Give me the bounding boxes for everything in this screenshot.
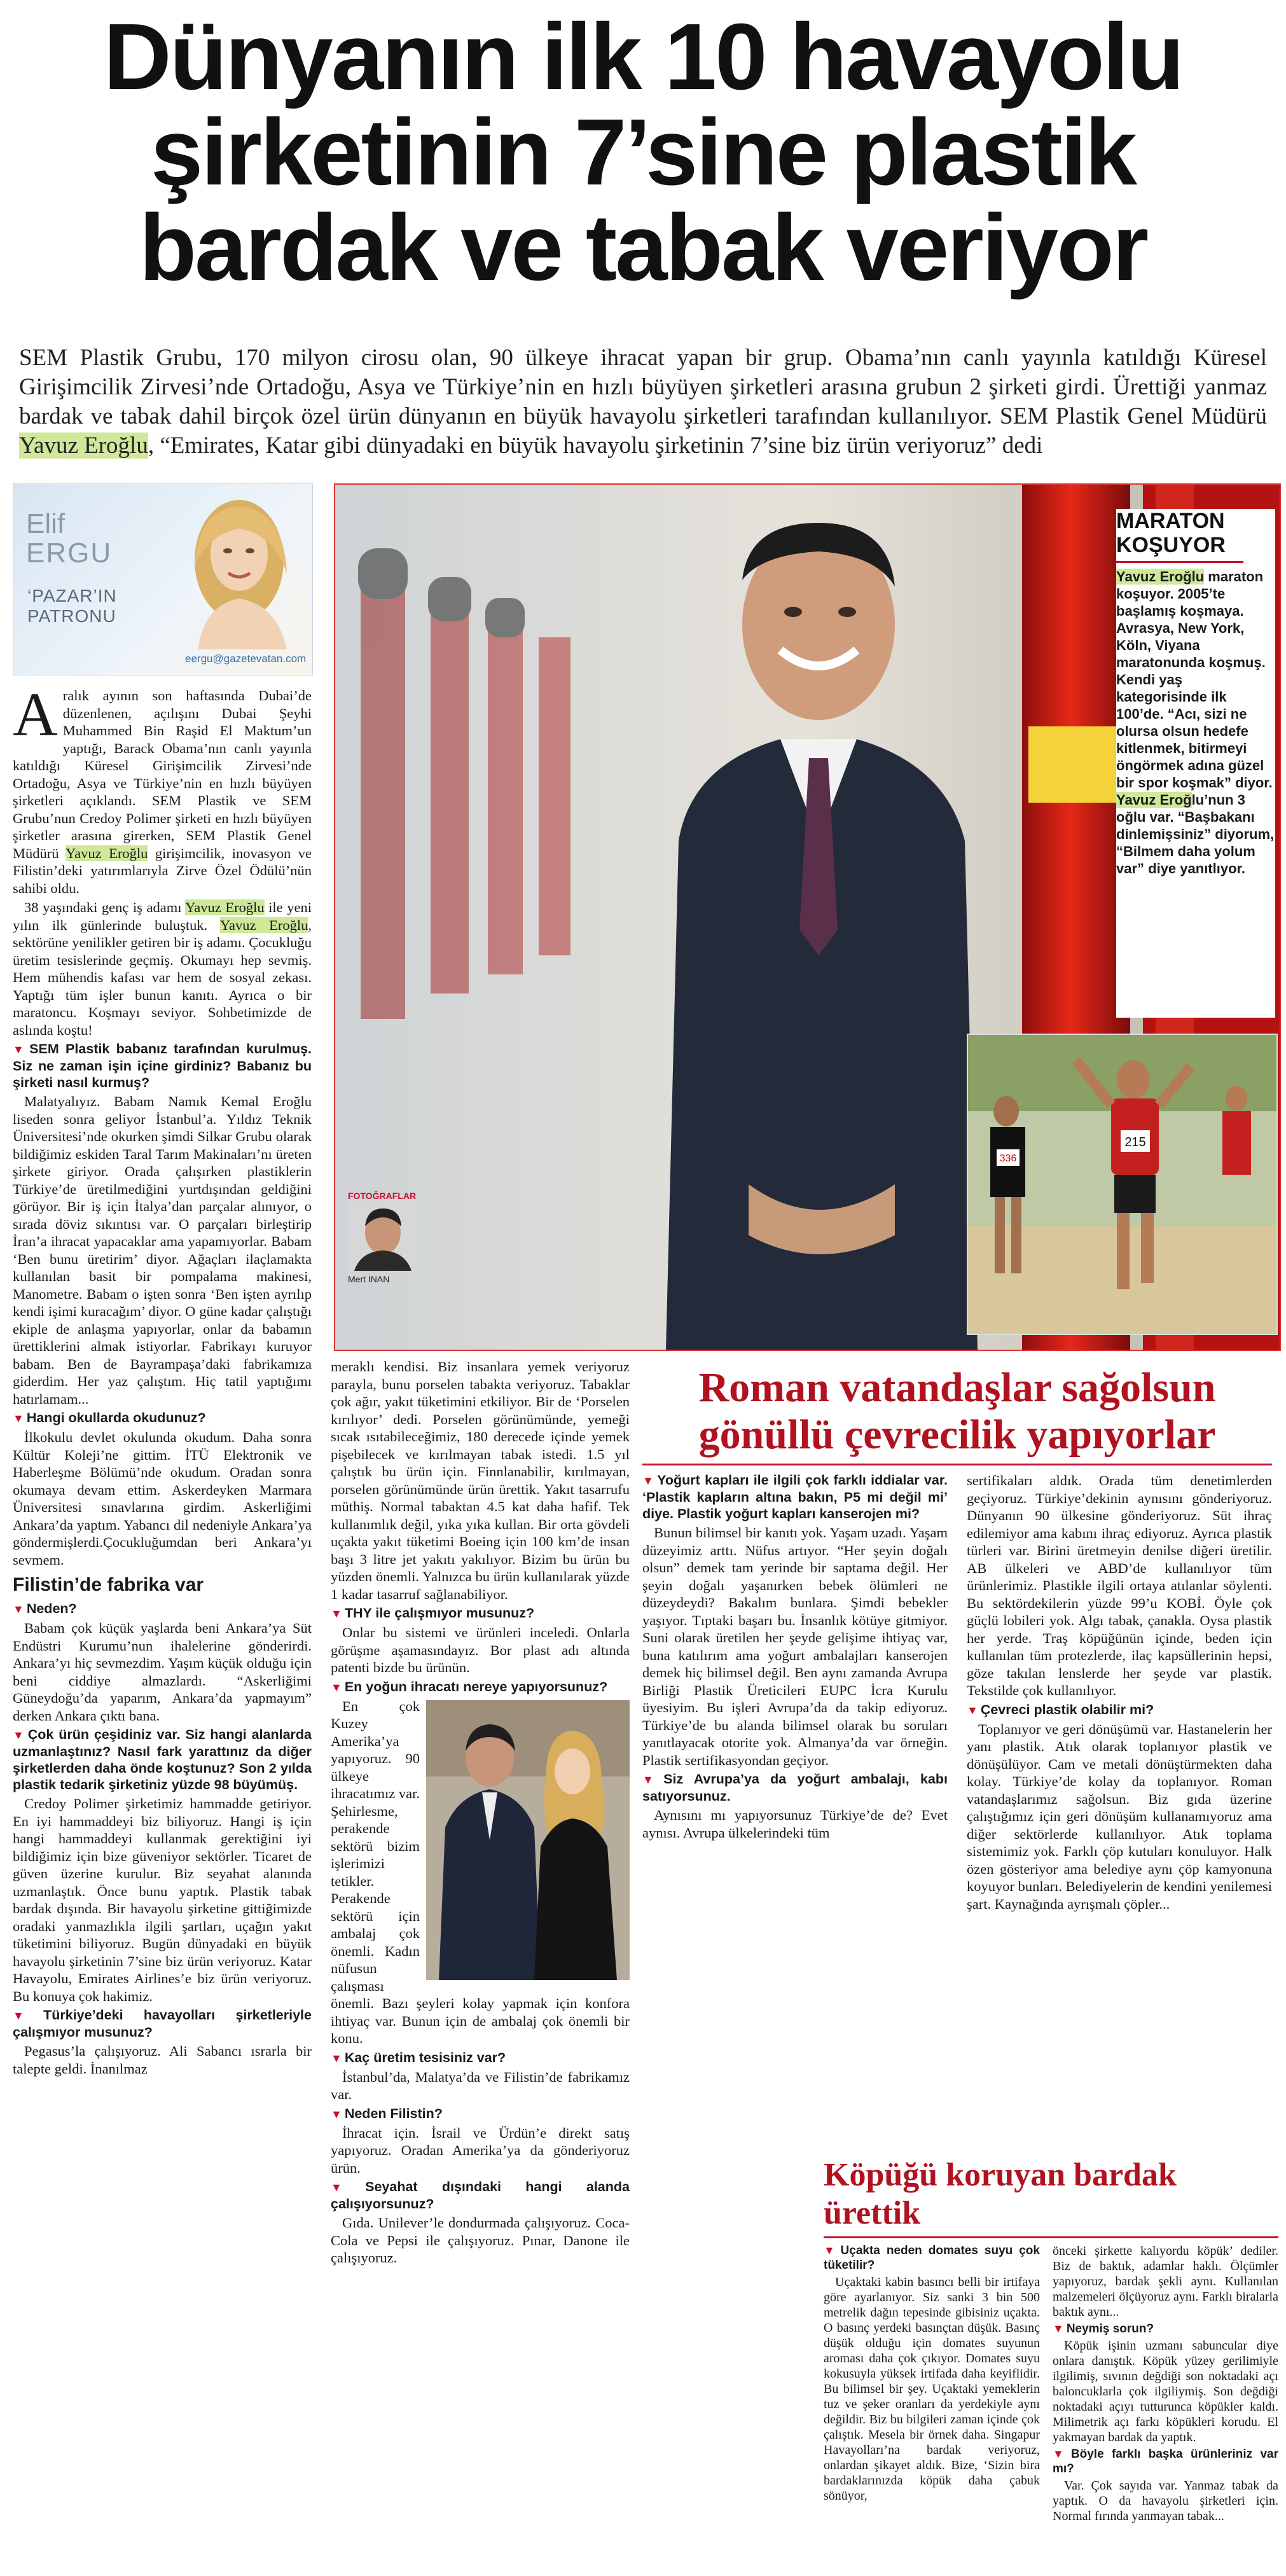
kopuk-columns (824, 2243, 1278, 2526)
roman-divider (642, 1464, 1272, 1465)
photo-credit (348, 1191, 443, 1284)
maraton-title-1: MARATON (1116, 509, 1225, 533)
maraton-text (1116, 568, 1275, 877)
headline-line-1: Dünyanın ilk 10 havayolu (103, 4, 1183, 109)
intro-text-2: , “Emirates, Katar gibi dünyadaki en büyük havayolu şirketinin 7’sine biz ürün veriyoruz” dedi (148, 433, 1043, 459)
kopuk-column-right (1053, 2243, 1278, 2526)
roman-title-1: Roman vatandaşlar sağolsun (698, 1364, 1216, 1411)
intro-paragraph (19, 343, 1267, 460)
col1-p2-b: ile yeni yılın ilk günlerinde buluştuk. (13, 899, 312, 933)
kopuk-divider (824, 2236, 1278, 2238)
intro-text-1: SEM Plastik Grubu, 170 milyon cirosu olan, 90 ülkeye ihracat yapan bir grup. Obama’nın canlı yayınla katıldığı Küresel Girişimcilik Zirvesi’nde Ortadoğu, Asya ve Türkiye’nin en hızlı büyüyen şirketleri arasına grubun 2 şirketi girdi. Ürettiği yanmaz bardak ve tabak dahil birçok özel ürün dünyanın en büyük havayolu şirketleri tarafından kullanılıyor. SEM Plastik Genel Müdürü (19, 345, 1267, 429)
kopuk-title: Köpüğü koruyan bardak ürettik (824, 2157, 1177, 2231)
roman-section (642, 1364, 1272, 1915)
pazar-label (27, 586, 117, 627)
headline (13, 4, 1273, 300)
duo-photo (426, 1700, 630, 1980)
columnist-box (13, 483, 313, 675)
roman-question-2: ▼ Siz Avrupa’ya da yoğurt ambalajı, kabı satıyorsunuz. (642, 1771, 948, 1804)
runner-photo (967, 1034, 1278, 1335)
headline-line-2: şirketinin 7’sine plastik (150, 100, 1136, 205)
col2-question-2: ▼ En yoğun ihracatı nereye yapıyorsunuz? (331, 1679, 608, 1694)
col1-question-4: ▼ Çok ürün çeşidiniz var. Siz hangi alanlarda uzmanlaştınız? Nasıl fark yarattınız da diğer şirketlerden daha önde koştunuz? Son 2 yılda plastik tedarik şirketiniz yüzde 98 büyümüş. (13, 1727, 312, 1792)
columnist-last-name: ERGU (26, 537, 113, 569)
maraton-name-1: Yavuz Eroğlu (1116, 569, 1205, 585)
columnist-name (26, 509, 112, 568)
photo-credit-name: Mert İNAN (348, 1274, 390, 1284)
kopuk-column-left (824, 2243, 1040, 2526)
maraton-name-2: Yavuz Eroğ (1116, 792, 1192, 808)
dropcap: A (13, 681, 58, 749)
col1-answer-5: Pegasus’la çalışıyoruz. Ali Sabancı ısrarla bir talepte geldi. İnanılmaz (13, 2043, 312, 2077)
kopuk-answer-2: Köpük işinin uzmanı sabuncular diye onlara danıştık. Köpük yüzey gerilimiyle ilgilimiş, sıvının değdiği son noktadaki açı baloncuklarla çok ilgiliymiş. Son değdiği noktadaki açıyı tutturunca köpükler kaldı. Milimetrik açı farkı köpükleri korudu. El yakmayan bardak da yaptık. (1053, 2339, 1278, 2444)
kopuk-answer-3: Var. Çok sayıda var. Yanmaz tabak da yaptık. O da havayolu şirketleri için. Normal fırında yanmayan tabak... (1053, 2479, 1278, 2523)
col1-answer-2: İlkokulu devlet okulunda okudum. Daha sonra Kültür Koleji’ne gittim. İTÜ Elektronik ve Haberleşme Bölümü’nde okudum. Oradan sonra okumaya devam ettim. Askerdeyken Marmara Üniversitesi sınavlarına girdim. Askerliğimi Ankara’da yaptım. Yabancı dil nedeniyle Ankara’ya göndermişlerdi.Çocukluğumdan beri Ankara’yı sevmem. (13, 1429, 312, 1568)
kopuk-question-1: ▼ Uçakta neden domates suyu çok tüketilir? (824, 2244, 1040, 2272)
roman-answer-2: Aynısını mı yapıyorsunuz Türkiye’de de? Evet aynısı. Avrupa ülkelerindeki tüm (642, 1807, 948, 1841)
roman-answer-3: Toplanıyor ve geri dönüşümü var. Hastanelerin her yanı plastik. Atık olarak toplanıyor plastik ve dönüşülüyor. Cam ve metali dönüştürmekten daha kolay. Türkiye’de kolay da toplanıyor. Roman vatandaşlarımız sağolsun. Biz gıda üzerine çalıştığımız için geri dönüşüm kullanamıyoruz ama diğer sektörlerde kullanılıyor. Atık toplama sistemimiz yok. Farklı çöp kutuları konuluyor. Halk özen gösteriyor ama belediye aynı çöp kamyonuna koyuyor bunları. Belediyelerin de kendini yenilemesi şart. Kaynağında ayrışmalı çöpler... (967, 1721, 1272, 1912)
kopuk-answer-1: Uçaktaki kabin basıncı belli bir irtifaya göre ayarlanıyor. Siz sanki 3 bin 500 metrelik dağın tepesinde gibisiniz uçakta. O basınç yerdeki basınçtan düşük. Basınç düşük olduğu için domates suyunun aroması daha çok çıkıyor. Domates suyu kokusuyla yüksek irtifada daha keyiflidir. Bu bilimsel bir şey. Uçaktaki yemeklerin tuz ve şeker oranları da yerdekiyle aynı değildir. Biz bu bilgileri zaman içinde çok çalıştık. Mesela bir örnek daha. Singapur Havayolları’na bardak veriyoruz, onlardan şikayet aldık. Bize, ‘Sizin bira bardaklarınızda köpük daha çabuk sönüyor, (824, 2275, 1040, 2503)
intro-highlight-name: Yavuz Eroğlu (19, 433, 148, 459)
col1-question-2: ▼ Hangi okullarda okudunuz? (13, 1410, 206, 1425)
bib-number-2: 215 (1124, 1135, 1146, 1149)
roman-title-2: gönüllü çevrecilik yapıyorlar (698, 1411, 1216, 1458)
col1-p1-name: Yavuz Eroğlu (66, 845, 148, 861)
maraton-text-2: lu’nun 3 oğlu var. “Başbakanı dinlemişsiniz” diyorum, “Bilmem daha yolum var” diye yanıtlıyor. (1116, 792, 1275, 876)
roman-question-3: ▼ Çevreci plastik olabilir mi? (967, 1701, 1154, 1717)
col1-p2-a: 38 yaşındaki genç iş adamı (24, 899, 186, 915)
roman-columns (642, 1472, 1272, 1915)
pazar-label-line-1: ‘PAZAR’IN (27, 586, 117, 606)
col2-question-1: ▼ THY ile çalışmıyor musunuz? (331, 1605, 535, 1621)
photographer-portrait (348, 1201, 418, 1271)
maraton-sidebar (1116, 509, 1275, 1018)
headline-line-3: bardak ve tabak veriyor (139, 195, 1147, 300)
column-2 (331, 1358, 630, 2269)
pazar-label-line-2: PATRONU (27, 606, 116, 626)
col1-p1-tail: girişimcilik, inovasyon ve Filistin’deki yatırımlarıyla Zirve Özel Ödülü’nün sahibi oldu. (13, 845, 312, 896)
kopuk-section (824, 2156, 1278, 2526)
col1-p2-c: , sektörüne yenilikler getiren bir iş adamı. Çocukluğu üretim tesislerinde geçmiş. Okumayı hep sevmiş. Hem mühendis kafası var hem de sosyal zekası. Yaptığı tüm işler bunun kanıtı. Ayrıca o bir maratoncu. Koşmayı seviyor. Sohbetimizde de aslında koştu! (13, 917, 312, 1038)
column-1-intro (13, 681, 312, 897)
col1-question-3: ▼ Neden? (13, 1601, 77, 1616)
maraton-text-1: maraton koşuyor. 2005’te başlamış koşmaya. Avrasya, New York, Köln, Viyana maratonunda koşmuş. Kendi yaş kategorisinde ilk 100’de. “Acı, sizi ne olursa olsun hedefe kitlenmek, bitirmeyi öngörmek adına güzel bir spor koşmak” diyor. (1116, 569, 1273, 791)
col1-answer-1: Malatyalıyız. Babam Namık Kemal Eroğlu liseden sonra geliyor İstanbul’a. Yıldız Teknik Üniversitesi’nde okurken şimdi Silkar Grubu olarak bildiğimiz eskiden Taral Tarım Makinaları’nı üreten şirkete giriyor. Orada çalışırken plastiklerin Türkiye’de üretilmediğini yurtdışından geldiğini görüyor. Bir iş için İtalya’dan parçalar alınıyor, o sırada döviz sıkıntısı var. O parçaları birleştirip İran’a ihracat yapacaklar ama yapamıyorlar. Babam ‘Ben bunu üretirim’ diyor. Ağaçları ilaçlamakta kullanılan basit bir pompalama makinesi, Manometre. Babam o işten sonra ‘Ben işten ayrılıp kendi işimi kuracağım’ diyor. O güne kadar çalıştığı ekiple de anlaşma yapıyorlar, onlar da babamın ürettiklerini almak istiyorlar. Fabrikayı kuruyor babam. Ben de Bayrampaşa’daki fabrikamıza giderdim. Her yaz çalıştım. Hiç tatil yaptığımı hatırlamam... (13, 1093, 312, 1407)
col2-answer-1: Onlar bu sistemi ve ürünleri inceledi. Onlarla görüşme aşamasındayız. Bor plast adı altında patenti bizde bu ürünün. (331, 1624, 630, 1675)
col1-answer-3: Babam çok küçük yaşlarda beni Ankara’ya Süt Endüstri Kurumu’nun ihalelerine gönderirdi. Ankara’yı hiç sevmezdim. Yaşım küçük olduğu için beni ciddiye almazlardı. “Askerliğimi Güneydoğu’da yaparım, Ankara’da yapmayım” derken Ankara çıktı bana. (13, 1620, 312, 1724)
roman-answer-1: Bunun bilimsel bir kanıtı yok. Yaşam uzadı. Yaşam düzeyimiz arttı. Nüfus artıyor. “Her şeyin doğalı olsun” demek tam yerinde bir saptama değil. Her şeyin doğalı yaşanırken bebek ölümleri ne düzeydeydi? Bakalım bunlara. Şimdi bebekler yaşıyor. Tıptaki başarı bu. İnsanlık kötüye gitmiyor. Suni olarak üretilen her şeyde gelişime ihtiyaç var, buna katılırım ama yoğurt ambalajları kanserojen demek hiç bilimsel değil. Ben aynı zamanda Avrupa Birliği Plastik Üreticileri EUPC İcra Kurulu üyesiyim. Bu işleri Avrupa’da da takip ediyoruz. Türkiye’de bu alanda bilimsel olarak bu soruları yanıtlayacak otorite yok. Almanya’da var örneğin. Plastik sertifikasyondan geçiyor. (642, 1525, 948, 1768)
kopuk-continued: önceki şirkette kalıyordu köpük’ dediler. Biz de baktık, adamlar haklı. Ölçümler yapıyoruz, bardak şekli aynı. Kullanılan malzemeleri ölçüyoruz aynı. Farklı biralarla baktık aynı... (1053, 2244, 1278, 2319)
roman-column-left (642, 1472, 948, 1915)
col1-question-1: ▼ SEM Plastik babanız tarafından kurulmuş. Siz ne zaman işin içine girdiniz? Babanız bu şirketi nasıl kurmuş? (13, 1041, 312, 1090)
columnist-portrait (160, 484, 312, 649)
col2-answer-2: En çok Kuzey Amerika’ya yapıyoruz. 90 ülkeye ihracatımız var. Şehirlesme, perakende sektörü bizim işlerimizi tetikler. Perakende sektörü için ambalaj çok önemli. Kadın nüfusun çalışması önemli. Bazı şeyleri kolay yapmak için konfora ihtiyaç var. Bunun için de ambalaj çok önemli bir konu. (331, 1698, 630, 2046)
col2-answer-3: İstanbul’da, Malatya’da ve Filistin’de fabrikamız var. (331, 2068, 630, 2102)
roman-question-1: ▼ Yoğurt kapları ile ilgili çok farklı iddialar var. ‘Plastik kapların altına bakın, P5 mi değil mi’ diye. Plastik yoğurt kapları kanserojen mi? (642, 1472, 948, 1521)
col1-p2-name1: Yavuz Eroğlu (185, 899, 265, 915)
photo-credit-label: FOTOĞRAFLAR (348, 1191, 417, 1201)
kopuk-question-3: ▼ Böyle farklı başka ürünleriniz var mı? (1053, 2448, 1278, 2476)
col2-p1: meraklı kendisi. Biz insanlara yemek veriyoruz parayla, bunu porselen tabakta veriyoruz. Tabaklar çok ağır, yakıt tüketimini etkiliyor. Bir de ‘Porselen kırılıyor’ dedi. Porselen görünümünde, yemeği sıcak ısıtabileceğimiz, 180 derecede içinde yemek pişebilecek ve kırılmayan tabak istedi. 1.5 yıl çalıştık bu ürün için. Finnlanabilir, kırılmayan, porselen görünümünde ürün ürettik. Yakıt tasarrufu müthiş. Normal tabaktan 4.5 kat daha hafif. Tek kullanımlık değil, yıka yıka kullan. Bir orta gövdeli uçakta yakıt tüketimi Boeing için 100 km’de insan başı 3 litre jet yakıtı yakılıyor. Bizim bu ürün bu yüzden önemli. Yalnızca bu ürün kullanılarak yüzde 1 kadar tasarruf sağlanabiliyor. (331, 1359, 630, 1602)
column-1 (13, 681, 312, 2079)
col2-question-3: ▼ Kaç üretim tesisiniz var? (331, 2049, 506, 2065)
kopuk-question-2: ▼ Neymiş sorun? (1053, 2322, 1154, 2336)
col1-p2-name2: Yavuz Eroğlu (220, 917, 308, 933)
col2-question-5: ▼ Seyahat dışındaki hangi alanda çalışıyorsunuz? (331, 2179, 630, 2212)
col1-p2 (13, 899, 312, 1039)
columnist-email[interactable]: eergu@gazetevatan.com (185, 653, 307, 665)
maraton-divider (1116, 561, 1243, 563)
col1-p1: ralık ayının son haftasında Dubai’de düzenlenen, açılışını Dubai Şeyhi Muhammed Bin Raşid El Maktum’un yaptığı, Barack Obama’nın canlı yayınla katıldığı Küresel Girişimcilik Zirvesi’nde Ortadoğu, Asya ve Türkiye’nin en hızlı büyüyen şirketleri açıklandı. SEM Plastik ve SEM Grubu’nun Credoy Polimer şirketi en hızlı büyüyen şirketler arasına girerken, SEM Plastik Genel Müdürü (13, 688, 312, 861)
col1-subheading: Filistin’de fabrika var (13, 1574, 204, 1595)
col2-question-4: ▼ Neden Filistin? (331, 2105, 443, 2121)
col1-answer-4: Credoy Polimer şirketimiz hammadde getiriyor. En iyi hammaddeyi biz biliyoruz. Hangi iş için hangi hammaddeyi kullanmak gerektiğini iyi bildiğimiz için bize güveniyor sektörler. Ticaret de güven üzerine kurulur. Biz seyahat alanında uzmanlaştık. Önce bunu yaptık. Plastik tabak bardak dışında. Bir havayolu şirketine gittiğimizde oradaki yanmazlıkla ilgili şartları, uçağın yakıt tüketimini biliyoruz. Bugün dünyadaki en büyük havayolu şirketinin 7’sine biz ürün veriyoruz. Katar Havayolu, Emirates Airlines’e biz ürün veriyoruz. Bu konuya çok hakimiz. (13, 1796, 312, 2004)
col1-question-5: ▼ Türkiye’deki havayolları şirketleriyle çalışmıyor musunuz? (13, 2007, 312, 2040)
col2-answer-4: İhracat için. İsrail ve Ürdün’e direkt satış yapıyoruz. Oradan Amerika’ya da gönderiyoruz ürün. (331, 2124, 630, 2176)
bib-number-1: 336 (999, 1153, 1017, 1164)
maraton-title-2: KOŞUYOR (1116, 533, 1226, 557)
roman-column-right (967, 1472, 1272, 1915)
col2-answer-5: Gıda. Unilever’le dondurmada çalışıyoruz. Coca-Cola ve Pepsi ile çalışıyoruz. Pınar, Danone ile çalışıyoruz. (331, 2215, 630, 2266)
roman-continued: sertifikaları aldık. Orada tüm denetimlerden geçiyoruz. Türkiye’dekinin aynısını gönderiyoruz. Dünyanın 90 ülkesine gönderiyoruz. Süt ihraç edilemiyor ama kabını ihraç ediyoruz. Ayrıca plastik türleri var. Birini üretmeyin denilse diğeri üretilir. AB ülkeleri ve ABD’de kullanılıyor tüm ürünlerimiz. Plastikle ilgili ortaya atılanlar söylenti. Bu sektördekilerin yüzde 99’u KOBİ. Öyle çok güçlü lobileri yok. Algı tabak, çanakla. Oysa plastik her yerde. Traş köpüğünün içinde, beden için kullanılan tüm protezlerde, ilaç kapsüllerinin hepsi, göze takılan lenslerde her şeyde var plastik. Tekstilde çok kullanılıyor. (967, 1472, 1272, 1698)
columnist-first-name: Elif (26, 508, 66, 539)
